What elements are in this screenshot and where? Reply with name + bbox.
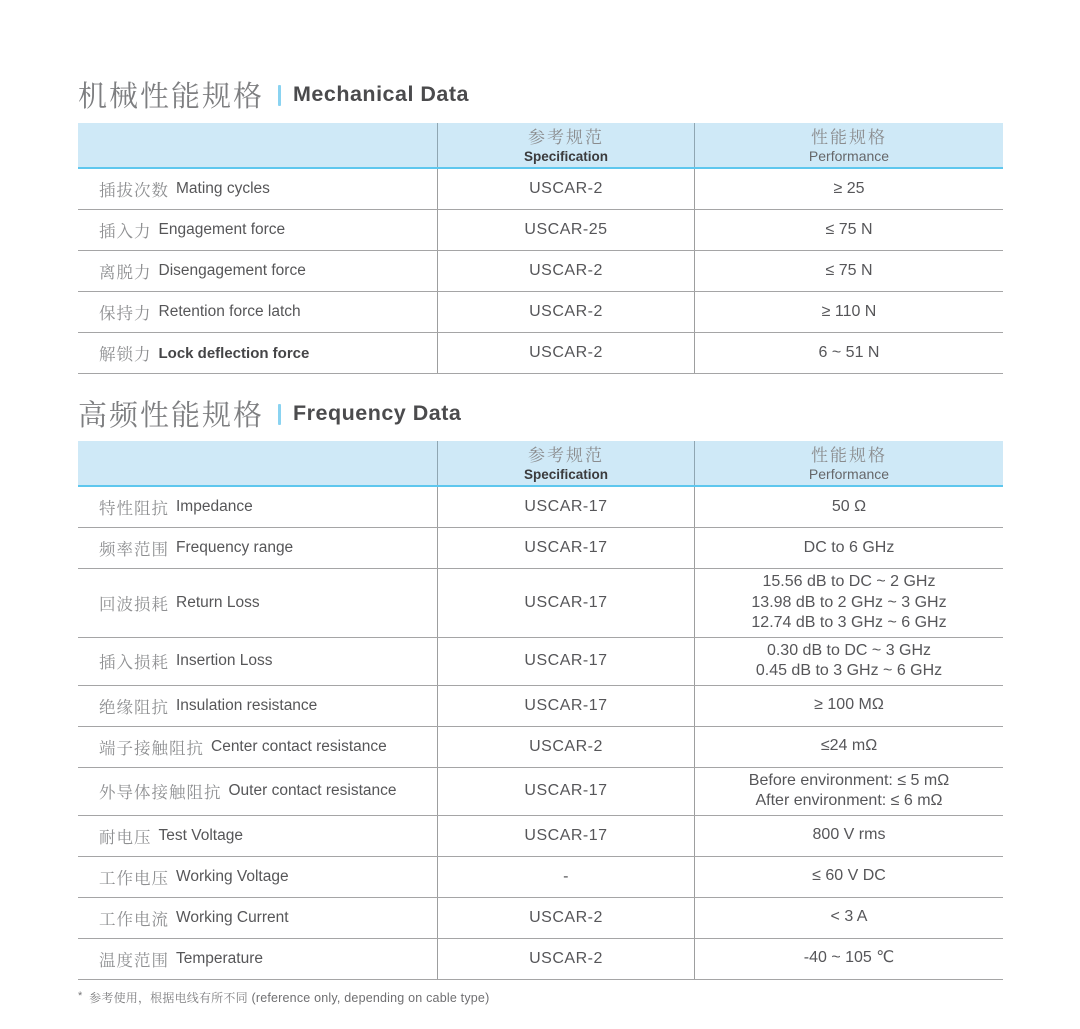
perf-value-line: < 3 A [830, 908, 868, 926]
table-header-row [78, 441, 1003, 487]
perf-cell [694, 251, 1003, 291]
spec-value: - [563, 867, 569, 885]
header-specification-en: Specification [523, 148, 609, 164]
table-row [78, 333, 1003, 374]
header-cell-empty [78, 441, 437, 485]
table-row [78, 898, 1003, 939]
perf-value-line: ≥ 25 [833, 179, 865, 197]
perf-value-line: After environment: ≤ 6 mΩ [755, 792, 943, 809]
row-label-zh: 工作电压 [99, 869, 169, 888]
spec-value: USCAR-25 [524, 221, 608, 238]
spec-cell [437, 169, 694, 209]
row-label-cell [78, 169, 437, 209]
perf-value-line: 12.74 dB to 3 GHz ~ 6 GHz [751, 614, 947, 631]
spec-value: USCAR-17 [524, 782, 608, 799]
perf-cell [694, 768, 1003, 815]
spec-cell [437, 210, 694, 250]
row-label-en: Outer contact resistance [228, 782, 397, 799]
header-cell-performance [694, 441, 1003, 485]
row-label-zh: 保持力 [99, 305, 152, 323]
section-title-mechanical [78, 76, 1003, 112]
perf-value-line: 0.45 dB to 3 GHz ~ 6 GHz [755, 662, 943, 679]
spec-value: USCAR-2 [529, 262, 603, 279]
row-label-en: Test Voltage [158, 826, 243, 844]
perf-value-line: ≤24 mΩ [820, 737, 878, 755]
section-title-en: Mechanical Data [293, 81, 469, 106]
frequency-data-table [78, 441, 1003, 980]
row-label-zh: 温度范围 [99, 951, 169, 970]
row-label-zh: 耐电压 [99, 828, 152, 847]
section-title-frequency [78, 395, 1003, 431]
header-performance-en: Performance [808, 148, 890, 165]
row-label-cell [78, 857, 437, 897]
table-row [78, 939, 1003, 980]
perf-cell [694, 857, 1003, 897]
row-label-zh: 回波损耗 [99, 595, 169, 614]
row-label-zh: 插入损耗 [99, 654, 169, 672]
spec-cell [437, 727, 694, 767]
perf-value-line: ≤ 60 V DC [812, 867, 886, 885]
row-label-zh: 绝缘阻抗 [99, 698, 169, 717]
spec-value: USCAR-2 [529, 180, 603, 197]
spec-value: USCAR-17 [524, 498, 608, 515]
row-label-en: Disengagement force [158, 262, 306, 279]
table-row [78, 857, 1003, 898]
table-row [78, 251, 1003, 292]
footnote [78, 989, 1003, 1006]
row-label-en: Engagement force [158, 221, 286, 238]
perf-cell [694, 898, 1003, 938]
section-title-en: Frequency Data [293, 400, 462, 425]
header-specification-zh: 参考规范 [528, 127, 604, 147]
table-row [78, 292, 1003, 333]
row-label-zh: 外导体接触阻抗 [99, 784, 222, 802]
table-row [78, 816, 1003, 857]
row-label-cell [78, 333, 437, 373]
spec-value: USCAR-2 [529, 303, 603, 320]
spec-cell [437, 569, 694, 637]
perf-value-line: -40 ~ 105 ℃ [803, 949, 895, 967]
header-performance-zh: 性能规格 [811, 127, 887, 147]
spec-cell [437, 898, 694, 938]
row-label-en: Retention force latch [158, 303, 301, 320]
footnote-zh: 参考使用，根据电线有所不同 [89, 990, 248, 1005]
perf-value-line: 13.98 dB to 2 GHz ~ 3 GHz [751, 593, 947, 611]
perf-value-line: 0.30 dB to DC ~ 3 GHz [766, 641, 932, 659]
table-row [78, 768, 1003, 816]
perf-value-line: ≥ 110 N [821, 302, 877, 320]
table-row [78, 727, 1003, 768]
header-cell-performance [694, 123, 1003, 167]
table-row [78, 210, 1003, 251]
row-label-en: Lock deflection force [158, 344, 310, 362]
section-title-zh: 高频性能规格 [78, 399, 265, 432]
row-label-cell [78, 569, 437, 637]
perf-value-line: ≤ 75 N [825, 220, 873, 238]
spec-cell [437, 857, 694, 897]
header-specification-zh: 参考规范 [528, 445, 604, 465]
perf-value-line: ≤ 75 N [825, 261, 873, 279]
spec-value: USCAR-2 [529, 908, 603, 926]
row-label-en: Impedance [176, 498, 253, 515]
row-label-cell [78, 816, 437, 856]
row-label-en: Working Voltage [176, 867, 289, 885]
spec-cell [437, 768, 694, 815]
mechanical-table-body [78, 169, 1003, 374]
row-label-cell [78, 638, 437, 685]
perf-value-line: 6 ~ 51 N [818, 343, 880, 361]
perf-value-line: Before environment: ≤ 5 mΩ [748, 771, 950, 789]
row-label-en: Insertion Loss [176, 652, 273, 669]
perf-cell [694, 292, 1003, 332]
frequency-table-body [78, 487, 1003, 980]
perf-cell [694, 569, 1003, 637]
title-accent-bar [278, 85, 281, 106]
row-label-zh: 解锁力 [99, 346, 152, 364]
header-specification-en: Specification [523, 466, 609, 482]
perf-cell [694, 169, 1003, 209]
header-cell-specification [437, 441, 694, 485]
header-performance-en: Performance [808, 466, 890, 483]
row-label-en: Frequency range [176, 539, 294, 556]
table-row [78, 528, 1003, 569]
spec-value: USCAR-17 [524, 696, 608, 714]
row-label-cell [78, 292, 437, 332]
row-label-zh: 插入力 [99, 223, 152, 241]
row-label-cell [78, 210, 437, 250]
row-label-cell [78, 939, 437, 979]
perf-value-line: 800 V rms [812, 826, 886, 844]
mechanical-data-section [78, 76, 1003, 374]
perf-cell [694, 528, 1003, 568]
footnote-marker: * [78, 989, 83, 1002]
perf-value-line: 15.56 dB to DC ~ 2 GHz [762, 573, 936, 590]
row-label-en: Temperature [176, 949, 264, 967]
row-label-en: Center contact resistance [211, 737, 387, 755]
perf-value-line: DC to 6 GHz [803, 538, 895, 556]
spec-cell [437, 939, 694, 979]
footnote-en: (reference only, depending on cable type) [251, 990, 490, 1005]
table-row [78, 169, 1003, 210]
table-row [78, 638, 1003, 686]
spec-value: USCAR-17 [524, 652, 608, 669]
spec-value: USCAR-17 [524, 593, 608, 611]
row-label-zh: 离脱力 [99, 264, 152, 282]
mechanical-data-table [78, 123, 1003, 374]
title-accent-bar [278, 404, 281, 425]
row-label-cell [78, 528, 437, 568]
row-label-cell [78, 487, 437, 527]
spec-value: USCAR-17 [524, 539, 608, 556]
spec-cell [437, 638, 694, 685]
perf-value-line: ≥ 100 MΩ [814, 696, 884, 714]
spec-cell [437, 292, 694, 332]
header-cell-specification [437, 123, 694, 167]
perf-cell [694, 210, 1003, 250]
table-row [78, 569, 1003, 638]
frequency-data-section [78, 395, 1003, 980]
row-label-zh: 特性阻抗 [99, 500, 169, 518]
section-title-zh: 机械性能规格 [78, 80, 265, 113]
spec-cell [437, 816, 694, 856]
spec-cell [437, 686, 694, 726]
spec-cell [437, 251, 694, 291]
row-label-en: Mating cycles [176, 180, 270, 197]
header-cell-empty [78, 123, 437, 167]
perf-cell [694, 686, 1003, 726]
perf-cell [694, 487, 1003, 527]
row-label-zh: 频率范围 [99, 541, 169, 559]
perf-cell [694, 638, 1003, 685]
row-label-cell [78, 898, 437, 938]
row-label-en: Working Current [176, 908, 289, 926]
row-label-zh: 端子接触阻抗 [99, 739, 204, 758]
row-label-zh: 工作电流 [99, 910, 169, 929]
row-label-cell [78, 686, 437, 726]
spec-value: USCAR-2 [529, 949, 603, 967]
perf-value-line: 50 Ω [831, 497, 867, 515]
spec-cell [437, 487, 694, 527]
row-label-en: Return Loss [176, 593, 260, 611]
spec-value: USCAR-2 [529, 344, 603, 361]
table-header-row [78, 123, 1003, 169]
row-label-cell [78, 727, 437, 767]
row-label-zh: 插拔次数 [99, 182, 169, 200]
perf-cell [694, 333, 1003, 373]
perf-cell [694, 939, 1003, 979]
row-label-cell [78, 768, 437, 815]
spec-cell [437, 333, 694, 373]
spec-value: USCAR-17 [524, 826, 608, 844]
row-label-en: Insulation resistance [176, 696, 318, 714]
table-row [78, 487, 1003, 528]
table-row [78, 686, 1003, 727]
row-label-cell [78, 251, 437, 291]
spec-cell [437, 528, 694, 568]
perf-cell [694, 816, 1003, 856]
header-performance-zh: 性能规格 [811, 445, 887, 465]
perf-cell [694, 727, 1003, 767]
spec-value: USCAR-2 [529, 737, 603, 755]
